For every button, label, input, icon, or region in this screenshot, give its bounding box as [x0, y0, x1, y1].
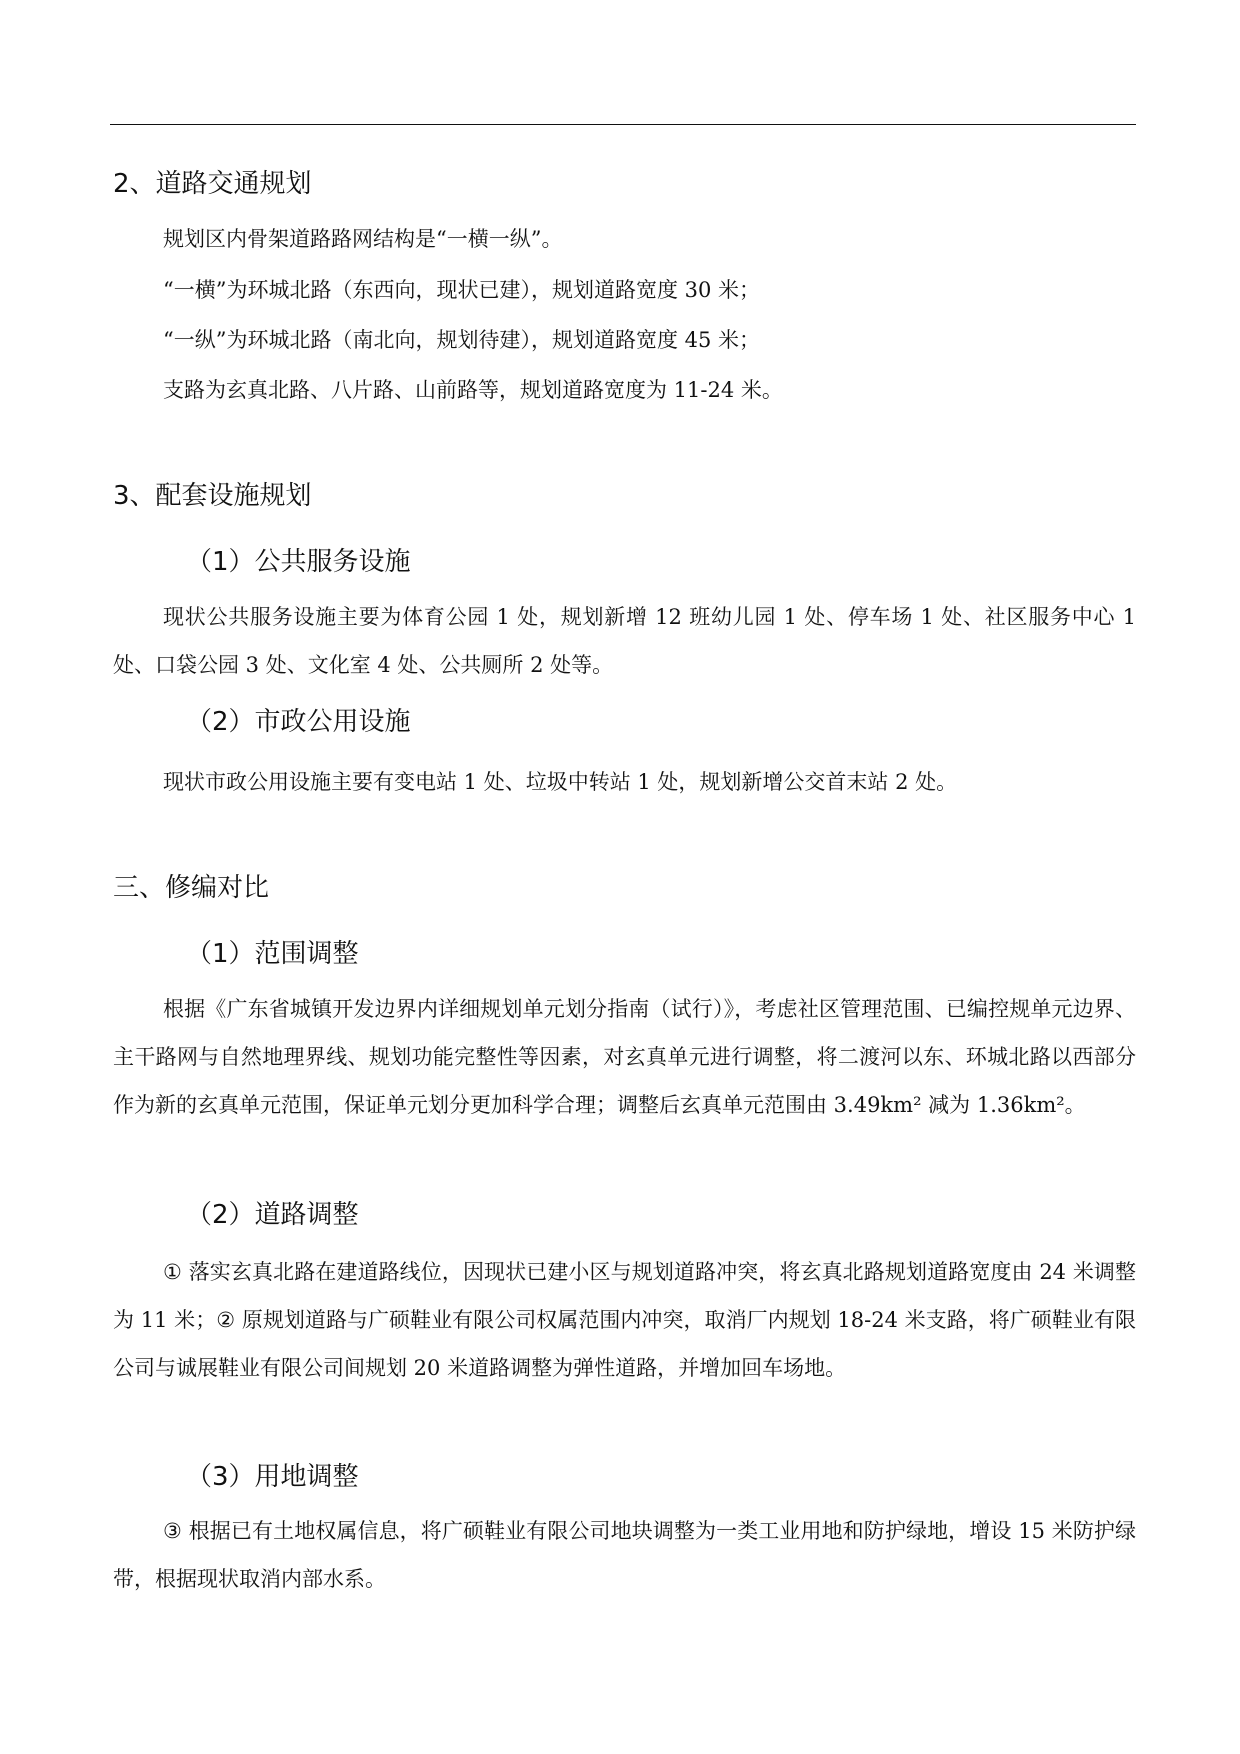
heading-land-adjustment: （3）用地调整 [186, 1462, 359, 1492]
land-adjustment-paragraph [113, 1507, 1136, 1603]
road-adjustment-paragraph [113, 1248, 1136, 1392]
heading-municipal-facilities: （2）市政公用设施 [186, 707, 411, 737]
scope-adjustment-paragraph: 根据《广东省城镇开发边界内详细规划单元划分指南（试行）》，考虑社区管理范围、已编控规单元边界、主干路网与自然地理界线、规划功能完整性等因素，对玄真单元进行调整，将二渡河以东、环城北路以西部分作为新的玄真单元范围，保证单元划分更加科学合理；调整后玄真单元范围由 3.49km² 减为 1.36km²。 [113, 997, 1136, 1117]
road-line-2: “一横”为环城北路（东西向，现状已建），规划道路宽度 30 米； [163, 278, 761, 302]
header-rule [110, 124, 1136, 125]
heading-supporting-facilities: 3、配套设施规划 [113, 481, 312, 511]
road-line-4: 支路为玄真北路、八片路、山前路等，规划道路宽度为 11-24 米。 [163, 378, 783, 402]
heading-scope-adjustment: （1）范围调整 [186, 939, 359, 969]
road-adjustment-text-2: 原规划道路与广硕鞋业有限公司权属范围内冲突，取消厂内规划 18-24 米支路，将广硕鞋业有限公司与诚展鞋业有限公司间规划 20 米道路调整为弹性道路，并增加回车场地。 [113, 1308, 1137, 1380]
public-service-paragraph: 现状公共服务设施主要为体育公园 1 处，规划新增 12 班幼儿园 1 处、停车场 1 处、社区服务中心 1 处、口袋公园 3 处、文化室 4 处、公共厕所 2 处等。 [113, 605, 1136, 677]
marker-circled-1: ① [163, 1260, 182, 1284]
heading-public-service-facilities: （1）公共服务设施 [186, 547, 411, 577]
marker-circled-2: ② [216, 1308, 236, 1332]
road-line-3: “一纵”为环城北路（南北向，规划待建），规划道路宽度 45 米； [163, 328, 761, 352]
road-line-1: 规划区内骨架道路路网结构是“一横一纵”。 [163, 227, 563, 251]
heading-road-adjustment: （2）道路调整 [186, 1200, 359, 1230]
heading-road-traffic-planning: 2、道路交通规划 [113, 169, 312, 199]
municipal-paragraph: 现状市政公用设施主要有变电站 1 处、垃圾中转站 1 处，规划新增公交首末站 2 处。 [163, 770, 958, 794]
road-adjustment-text-1: 落实玄真北路在建道路线位，因现状已建小区与规划道路冲突，将玄真北路规划道路宽度由 24 米调整为 11 米； [113, 1260, 1137, 1332]
marker-circled-3: ③ [163, 1519, 182, 1543]
land-adjustment-text: 根据已有土地权属信息，将广硕鞋业有限公司地块调整为一类工业用地和防护绿地，增设 15 米防护绿带，根据现状取消内部水系。 [113, 1519, 1137, 1591]
heading-revision-comparison: 三、修编对比 [113, 873, 270, 903]
